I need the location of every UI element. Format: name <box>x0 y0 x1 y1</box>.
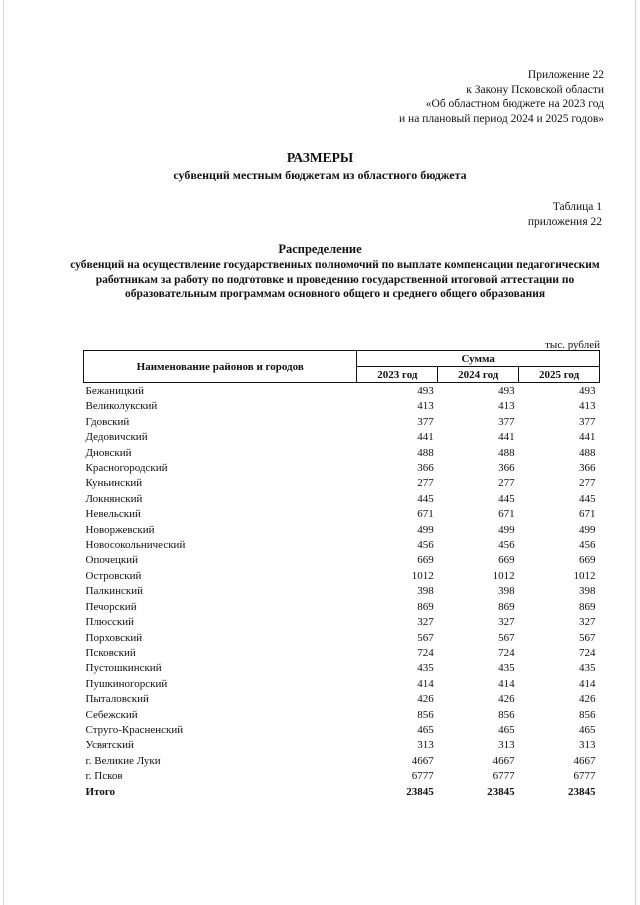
header-sum: Сумма <box>357 351 600 367</box>
distribution-description: субвенций на осуществление государственных полномочий по выплате компенсации педагогическим работникам за работу по подготовке и проведению государственной итоговой аттестации по образовательным программам основного общего и среднего общего образования <box>70 259 600 300</box>
amount-cell: 488 <box>417 446 434 459</box>
amount-cell: 277 <box>417 477 434 490</box>
amount-cell: 465 <box>417 723 434 736</box>
district-name: г. Псков <box>85 770 123 783</box>
document-title: РАЗМЕРЫ <box>286 150 354 165</box>
amount-cell: 366 <box>417 462 434 475</box>
amount-cell: 426 <box>498 693 515 706</box>
district-name: Себежский <box>85 708 138 721</box>
amount-cell: 567 <box>498 631 515 644</box>
district-name: Опочецкий <box>85 554 138 567</box>
amount-cell: 499 <box>498 523 515 536</box>
amount-cell: 313 <box>417 739 434 752</box>
amount-cell: 4667 <box>411 754 434 767</box>
district-name: Бежаницкий <box>85 385 144 397</box>
amount-cell: 327 <box>579 616 596 629</box>
amount-cell: 856 <box>498 708 515 721</box>
amount-cell: 671 <box>498 508 515 521</box>
table-row <box>84 461 600 476</box>
district-name: Островский <box>85 569 142 582</box>
district-name: Дновский <box>85 446 132 459</box>
table-row <box>84 476 600 491</box>
district-name: Пустошкинский <box>85 662 162 675</box>
header-year: 2024 год <box>438 367 519 383</box>
amount-cell: 366 <box>579 462 596 475</box>
appendix-header <box>399 68 604 126</box>
amount-cell: 456 <box>498 539 515 552</box>
district-name: Красногородский <box>85 462 168 475</box>
amount-cell: 869 <box>498 600 515 613</box>
amount-cell: 493 <box>579 385 596 397</box>
amount-cell: 856 <box>417 708 434 721</box>
total-amount-cell: 23845 <box>568 785 596 798</box>
amount-cell: 465 <box>579 723 596 736</box>
amount-cell: 4667 <box>492 754 515 767</box>
table-row <box>84 430 600 445</box>
appendix-line: и на плановый период 2024 и 2025 годов» <box>399 112 604 125</box>
amount-cell: 669 <box>579 554 596 567</box>
table-row <box>84 383 600 400</box>
amount-cell: 1012 <box>492 569 515 582</box>
amount-cell: 435 <box>498 662 515 675</box>
district-name: Новоржевский <box>85 523 155 536</box>
district-name: Новосокольнический <box>85 539 186 552</box>
amount-cell: 313 <box>579 739 596 752</box>
amount-cell: 441 <box>417 431 434 444</box>
district-name: Струго-Красненский <box>85 723 184 736</box>
district-name: Палкинский <box>85 585 144 598</box>
amount-cell: 724 <box>417 646 434 659</box>
amount-cell: 869 <box>417 600 434 613</box>
table-row <box>84 600 600 615</box>
district-name: г. Великие Луки <box>85 754 161 767</box>
table-row <box>84 769 600 784</box>
amount-cell: 435 <box>417 662 434 675</box>
table-row <box>84 723 600 738</box>
district-name: Печорский <box>85 600 137 613</box>
unit-label: тыс. рублей <box>545 339 600 351</box>
district-name: Плюсский <box>85 616 135 629</box>
district-name: Куньинский <box>85 477 143 490</box>
table-row <box>84 446 600 461</box>
amount-cell: 856 <box>579 708 596 721</box>
document-subtitle: субвенций местным бюджетам из областного бюджета <box>173 168 467 182</box>
table-row <box>84 538 600 553</box>
amount-cell: 413 <box>498 400 515 413</box>
district-name: Пушкиногорский <box>85 677 168 690</box>
total-row <box>84 785 600 800</box>
amount-cell: 377 <box>417 415 434 428</box>
table-body <box>84 383 600 800</box>
amount-cell: 465 <box>498 723 515 736</box>
amount-cell: 493 <box>498 385 515 397</box>
amount-cell: 669 <box>417 554 434 567</box>
amount-cell: 398 <box>417 585 434 598</box>
table-row <box>84 738 600 753</box>
header-year: 2025 год <box>519 367 600 383</box>
amount-cell: 567 <box>417 631 434 644</box>
district-name: Дедовичский <box>85 431 148 444</box>
total-amount-cell: 23845 <box>487 785 515 798</box>
district-name: Гдовский <box>85 415 130 428</box>
amount-cell: 456 <box>579 539 596 552</box>
amount-cell: 671 <box>579 508 596 521</box>
amount-cell: 441 <box>498 431 515 444</box>
amount-cell: 435 <box>579 662 596 675</box>
amount-cell: 414 <box>417 677 434 690</box>
amount-cell: 6777 <box>411 770 434 783</box>
amount-cell: 1012 <box>411 569 434 582</box>
amount-cell: 671 <box>417 508 434 521</box>
scan-edge-right <box>635 0 636 905</box>
amount-cell: 413 <box>579 400 596 413</box>
amount-cell: 6777 <box>573 770 596 783</box>
table-ref-line: Таблица 1 <box>552 201 602 213</box>
appendix-line: к Закону Псковской области <box>466 83 604 96</box>
amount-cell: 313 <box>498 739 515 752</box>
table-row <box>84 661 600 676</box>
table-ref-line: приложения 22 <box>527 216 602 228</box>
amount-cell: 488 <box>498 446 515 459</box>
amount-cell: 456 <box>417 539 434 552</box>
table-row <box>84 507 600 522</box>
table-row <box>84 492 600 507</box>
amount-cell: 426 <box>417 693 434 706</box>
amount-cell: 4667 <box>573 754 596 767</box>
table-row <box>84 584 600 599</box>
district-name: Локнянский <box>85 492 143 505</box>
amount-cell: 6777 <box>492 770 515 783</box>
amount-cell: 413 <box>417 400 434 413</box>
amount-cell: 277 <box>498 477 515 490</box>
amount-cell: 398 <box>498 585 515 598</box>
amount-cell: 869 <box>579 600 596 613</box>
amount-cell: 499 <box>417 523 434 536</box>
table-row <box>84 415 600 430</box>
district-name: Псковский <box>85 646 136 659</box>
district-name: Усвятский <box>85 739 134 752</box>
district-name: Великолукский <box>85 400 158 413</box>
total-label: Итого <box>85 785 116 798</box>
scan-edge-left <box>3 0 4 905</box>
amount-cell: 445 <box>498 492 515 505</box>
table-row <box>84 692 600 707</box>
amount-cell: 414 <box>579 677 596 690</box>
amount-cell: 445 <box>579 492 596 505</box>
amount-cell: 366 <box>498 462 515 475</box>
subsidy-table <box>83 350 600 800</box>
appendix-line: «Об областном бюджете на 2023 год <box>425 98 604 110</box>
amount-cell: 327 <box>498 616 515 629</box>
amount-cell: 493 <box>417 385 434 397</box>
amount-cell: 414 <box>498 677 515 690</box>
appendix-line: Приложение 22 <box>527 69 604 81</box>
table-row <box>84 523 600 538</box>
district-name: Невельский <box>85 508 141 521</box>
table-row <box>84 754 600 769</box>
table-row <box>84 646 600 661</box>
amount-cell: 567 <box>579 631 596 644</box>
table-row <box>84 677 600 692</box>
amount-cell: 488 <box>579 446 596 459</box>
amount-cell: 277 <box>579 477 596 490</box>
amount-cell: 377 <box>498 415 515 428</box>
amount-cell: 441 <box>579 431 596 444</box>
amount-cell: 1012 <box>573 569 596 582</box>
distribution-title: Распределение <box>278 242 362 256</box>
amount-cell: 377 <box>579 415 596 428</box>
table-row <box>84 569 600 584</box>
table-row <box>84 399 600 414</box>
amount-cell: 724 <box>498 646 515 659</box>
district-name: Пыталовский <box>85 693 149 706</box>
amount-cell: 426 <box>579 693 596 706</box>
district-name: Порховский <box>85 631 143 644</box>
table-reference <box>528 200 602 230</box>
total-amount-cell: 23845 <box>406 785 434 798</box>
amount-cell: 669 <box>498 554 515 567</box>
amount-cell: 398 <box>579 585 596 598</box>
header-year: 2023 год <box>357 367 438 383</box>
amount-cell: 445 <box>417 492 434 505</box>
table-row <box>84 553 600 568</box>
table-row <box>84 708 600 723</box>
amount-cell: 327 <box>417 616 434 629</box>
amount-cell: 724 <box>579 646 596 659</box>
table-row <box>84 615 600 630</box>
amount-cell: 499 <box>579 523 596 536</box>
header-name: Наименование районов и городов <box>84 351 357 383</box>
table-row <box>84 631 600 646</box>
